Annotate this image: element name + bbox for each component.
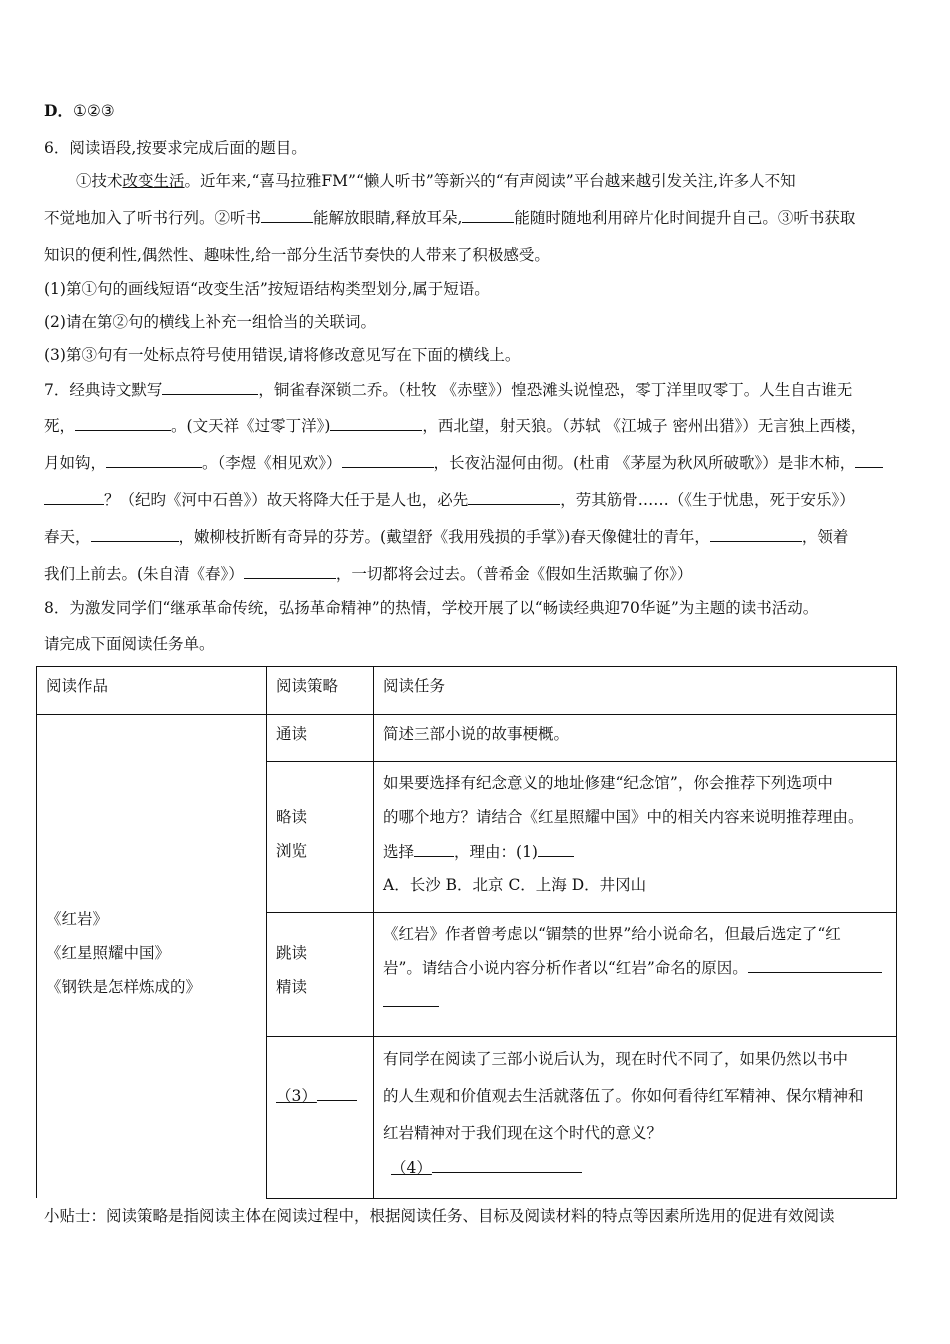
options-line: A．长沙 B．北京 C．上海 D．井冈山 [383, 876, 647, 894]
answer-blank[interactable] [538, 842, 574, 857]
q6-sentence-2 [44, 207, 855, 229]
answer-blank[interactable] [342, 453, 434, 468]
q7-line-4 [44, 489, 855, 511]
answer-blank[interactable] [462, 208, 514, 223]
answer-blank[interactable] [44, 490, 104, 505]
task-text: 的人生观和价值观去生活就落伍了。你如何看待红军精神、保尔精神和 [383, 1087, 864, 1105]
answer-blank[interactable] [244, 564, 336, 579]
work-title: 《红岩》 [46, 910, 109, 928]
text: 月如钩， [44, 454, 107, 472]
answer-blank[interactable] [468, 490, 560, 505]
circled-1: ① [76, 172, 92, 190]
text: ，铜雀春深锁二乔。（杜牧 《赤壁》）惶恐滩头说惶恐，零丁洋里叹零丁。人生自古谁无 [258, 381, 853, 399]
q7-line-5 [44, 526, 848, 548]
option-text: ①②③ [72, 102, 115, 120]
task-text [383, 957, 882, 979]
table-border [36, 666, 897, 667]
table-border [373, 666, 374, 1198]
task-text: 简述三部小说的故事梗概。 [383, 725, 570, 743]
strategy-answer [276, 1085, 357, 1107]
strategy-label: 跳读 [276, 944, 308, 962]
reading-task-table [36, 666, 897, 1198]
text: 能随时随地利用碎片化时间提升自己。③听书获取 [514, 209, 856, 227]
work-title: 《红星照耀中国》 [46, 944, 171, 962]
text: 不觉地加入了听书行列。②听书 [44, 209, 262, 227]
q6-sentence-3: 知识的便利性,偶然性、趣味性,给一部分生活节奏快的人带来了积极感受。 [44, 246, 550, 264]
text: 技术 [91, 172, 123, 190]
strategy-label: 通读 [276, 725, 308, 743]
select-line [383, 841, 574, 863]
answer-blank[interactable] [383, 992, 439, 1007]
answer-blank[interactable] [855, 453, 883, 468]
strategy-label: 略读 [276, 808, 308, 826]
text: 死， [44, 417, 76, 435]
task-text: 红岩精神对于我们现在这个时代的意义？ [383, 1124, 663, 1142]
option-letter: D． [44, 101, 73, 120]
header-strategy: 阅读策略 [276, 677, 339, 695]
text: 能解放眼睛,释放耳朵, [313, 209, 463, 227]
text: ，嫩柳枝折断有奇异的芬芳。(戴望舒《我用残损的手掌》)春天像健壮的青年， [178, 528, 710, 546]
answer-blank[interactable] [748, 958, 882, 973]
table-border [36, 714, 897, 715]
q7-line-3 [44, 452, 883, 474]
strategy-label: 精读 [276, 978, 308, 996]
final-answer-line [391, 1157, 582, 1179]
answer-blank[interactable] [261, 208, 313, 223]
task-text: 有同学在阅读了三部小说后认为，现在时代不同了，如果仍然以书中 [383, 1050, 849, 1068]
q8-line-1: 8．为激发同学们“继承革命传统，弘扬革命精神”的热情，学校开展了以“畅读经典迎70华诞”为主题的读书活动。 [44, 599, 819, 617]
table-border [266, 1198, 897, 1199]
option-d [44, 100, 115, 122]
header-task: 阅读任务 [383, 677, 446, 695]
text: ，劳其筋骨……（《生于忧患，死于安乐》） [560, 491, 855, 509]
text: ，一切都将会过去。（普希金《假如生活欺骗了你》） [335, 565, 693, 583]
answer-blank[interactable] [710, 527, 802, 542]
answer-blank[interactable] [75, 416, 171, 431]
text: 春天， [44, 528, 91, 546]
q6-sentence-1 [76, 170, 796, 192]
answer-blank[interactable] [91, 527, 179, 542]
text: 。(文天祥《过零丁洋》) [171, 417, 331, 435]
text: 7．经典诗文默写 [44, 381, 163, 399]
strategy-label: 浏览 [276, 842, 308, 860]
text: ？（纪昀《河中石兽》）故天将降大任于是人也，必先 [104, 491, 469, 509]
table-border [896, 666, 897, 1198]
tip-text: 小贴士：阅读策略是指阅读主体在阅读过程中，根据阅读任务、目标及阅读材料的特点等因素所选用的促进有效阅读 [44, 1207, 835, 1225]
task-text: 的哪个地方？请结合《红星照耀中国》中的相关内容来说明推荐理由。 [383, 808, 864, 826]
q6-title: 6．阅读语段,按要求完成后面的题目。 [44, 139, 307, 157]
task-text: 如果要选择有纪念意义的地址修建“纪念馆”，你会推荐下列选项中 [383, 774, 833, 792]
strategy-label: （3） [276, 1087, 317, 1105]
table-border [266, 1036, 897, 1037]
answer-blank[interactable] [432, 1158, 582, 1173]
underlined-phrase: 改变生活 [122, 172, 185, 190]
text: ，西北望，射天狼。（苏轼 《江城子 密州出猎》）无言独上西楼， [422, 417, 867, 435]
q7-line-6 [44, 563, 692, 585]
answer-line [383, 991, 439, 1013]
q7-line-2 [44, 415, 866, 437]
answer-blank[interactable] [414, 842, 454, 857]
text: 。（李煜《相见欢》） [202, 454, 342, 472]
answer-blank[interactable] [106, 453, 202, 468]
table-border [266, 761, 897, 762]
select-label: 选择 [383, 843, 415, 861]
header-works: 阅读作品 [46, 677, 109, 695]
answer-blank[interactable] [330, 416, 422, 431]
reason-label: ，理由：(1) [454, 843, 538, 861]
answer-blank[interactable] [162, 380, 258, 395]
q6-sub-1: (1)第①句的画线短语“改变生活”按短语结构类型划分,属于短语。 [44, 280, 490, 298]
table-border [266, 666, 267, 1198]
q7-line-1 [44, 379, 852, 401]
text: 我们上前去。(朱自清《春》） [44, 565, 244, 583]
text: 岩”。请结合小说内容分析作者以“红岩”命名的原因。 [383, 959, 748, 977]
text: ，领着 [801, 528, 849, 546]
task-text: 《红岩》作者曾考虑以“镅禁的世界”给小说命名，但最后选定了“红 [383, 925, 841, 943]
table-border [266, 912, 897, 913]
work-title: 《钢铁是怎样炼成的》 [46, 978, 202, 996]
answer-blank[interactable] [317, 1086, 357, 1101]
answer-label: （4） [391, 1159, 432, 1177]
q8-line-2: 请完成下面阅读任务单。 [44, 635, 215, 653]
table-border [36, 666, 37, 1198]
q6-sub-2: (2)请在第②句的横线上补充一组恰当的关联词。 [44, 313, 376, 331]
text: 。近年来,“喜马拉雅FM”“懒人听书”等新兴的“有声阅读”平台越来越引发关注,许多人不知 [184, 172, 796, 190]
q6-sub-3: (3)第③句有一处标点符号使用错误,请将修改意见写在下面的横线上。 [44, 346, 521, 364]
text: ，长夜沾湿何由彻。(杜甫 《茅屋为秋风所破歌》）是非木柿， [433, 454, 856, 472]
